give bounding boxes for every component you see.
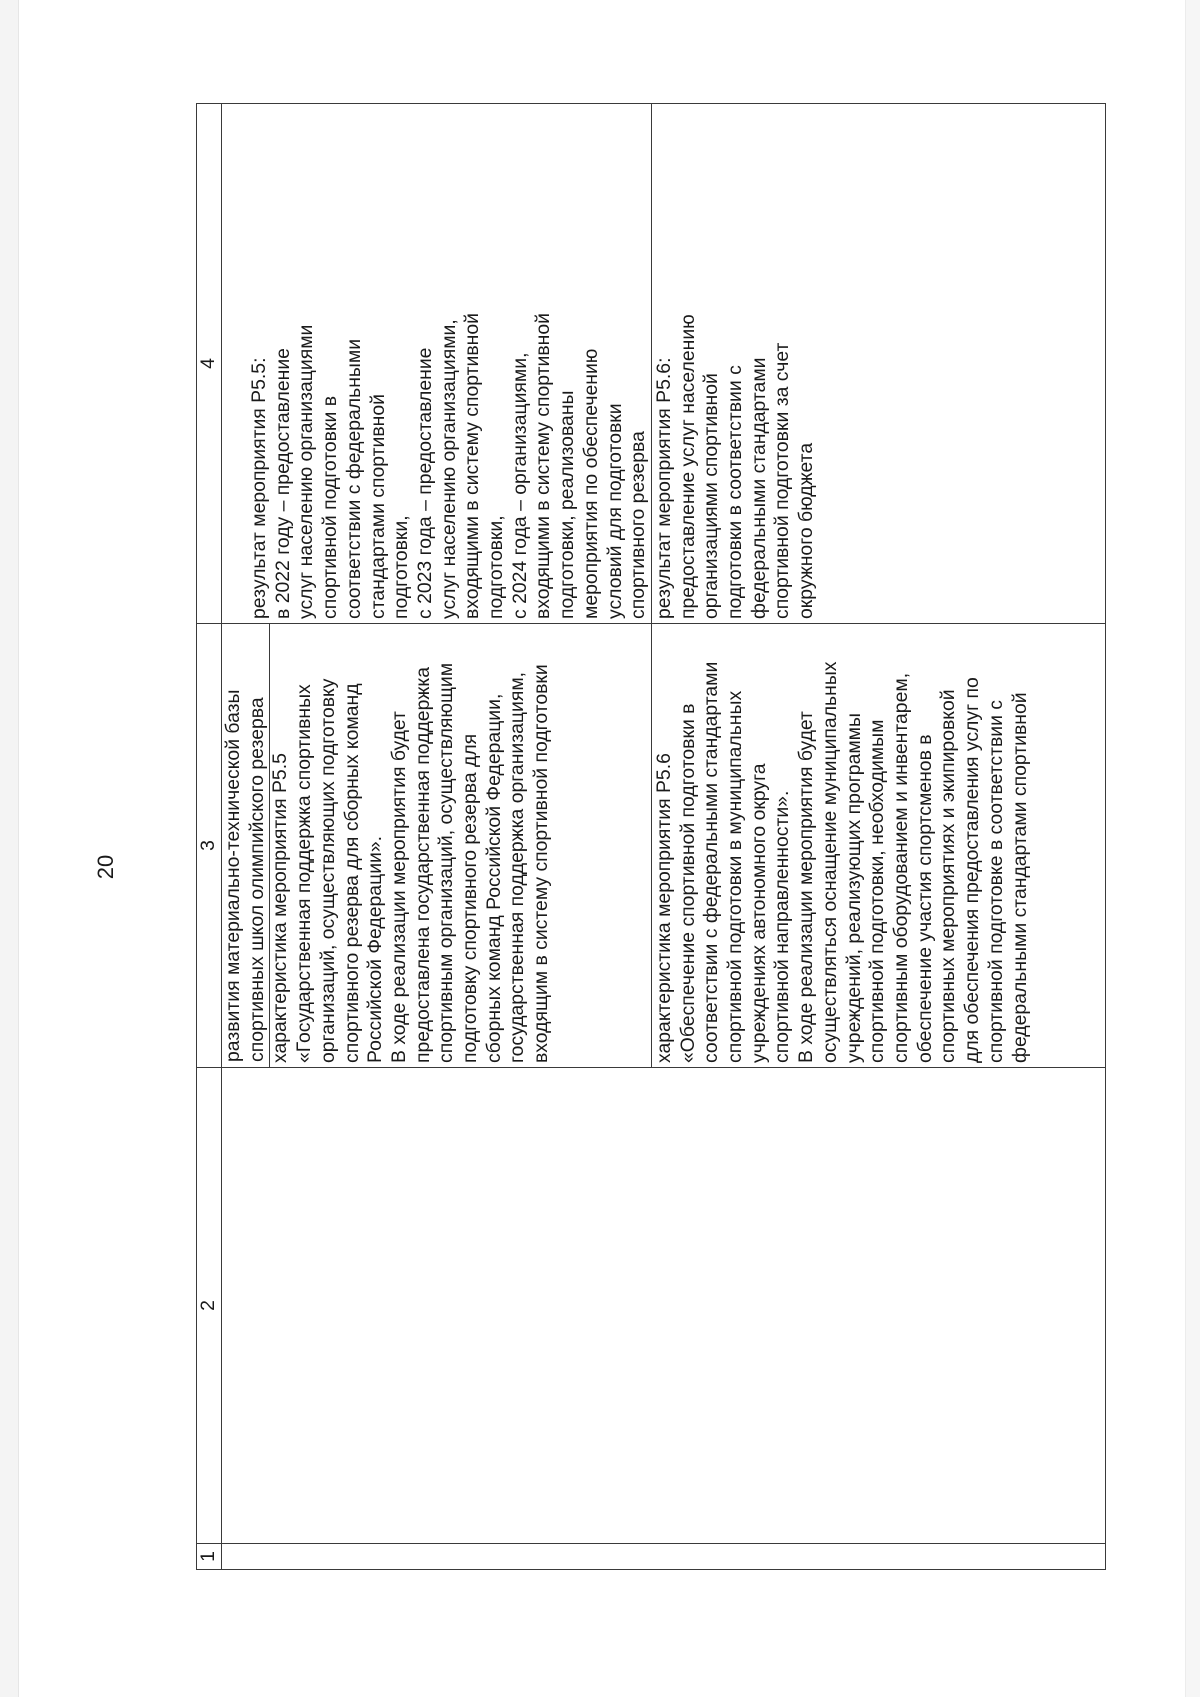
scan-left-edge [0, 0, 19, 1697]
page-number: 20 [93, 854, 118, 880]
table-row [222, 104, 652, 1570]
measure-result-p5-6: результат мероприятия Р5.6: предоставление услуг населению организациями спортивной подготовки в соответствии с федеральными стандартами спортивной подготовки за счет окружного бюджета [652, 314, 818, 619]
table-cell-col2 [222, 1068, 1106, 1544]
measure-description-p5-5: характеристика мероприятия Р5.5 «Государственная поддержка спортивных организаций, осуществляющих подготовку спортивного резерва для сборных команд Российской Федерации». В ходе реализации мероприятия будет предоставлена государственная поддержка спортивным организаций, осуществляющим подготовку спортивного резерва для сборных команд Российской Федерации, государственная поддержка организациям, входящим в систему спортивной подготовки [269, 662, 553, 1063]
column-header-1: 1 [197, 1544, 222, 1570]
program-measures-table [196, 103, 1106, 1570]
scan-right-edge [1185, 0, 1200, 1697]
header-row [197, 104, 222, 1570]
continuation-text: развития материально-технической базы спортивных школ олимпийского резерва [222, 623, 270, 1068]
table-cell-col4 [651, 104, 1105, 624]
table-cell-col3 [222, 624, 652, 1068]
table-cell-col1 [222, 1544, 1106, 1570]
table-cell-col3 [651, 624, 1105, 1068]
measure-description-p5-6: характеристика мероприятия Р5.6 «Обеспечение спортивной подготовки в соответствии с федеральными стандартами спортивной подготовки в муниципальных учреждениях автономного округа спортивной направленности». В ходе реализации мероприятия будет осуществляться оснащение муниципальных учреждений, реализующих программы спортивной подготовки, необходимым спортивным оборудованием и инвентарем, обеспечение участия спортсменов в спортивных мероприятиях и экипировкой для обеспечения предоставления услуг по спортивной подготовке в соответствии с федеральными стандартами спортивной [652, 661, 1031, 1063]
measure-result-p5-5: результат мероприятия Р5.5: в 2022 году – предоставление услуг населению организациями спортивной подготовки в соответствии с федеральными стандартами спортивной подготовки, с 2023 года – предоставление услуг населению организациями, входящими в систему спортивной подготовки, с 2024 года – организациями, входящими в систему спортивной подготовки, реализованы мероприятия по обеспечению условий для подготовки спортивного резерва [248, 313, 650, 619]
column-header-4: 4 [197, 104, 222, 624]
column-header-3: 3 [197, 624, 222, 1068]
table-cell-col4 [222, 104, 652, 624]
rotated-table-container [196, 104, 1106, 1570]
column-header-2: 2 [197, 1068, 222, 1544]
